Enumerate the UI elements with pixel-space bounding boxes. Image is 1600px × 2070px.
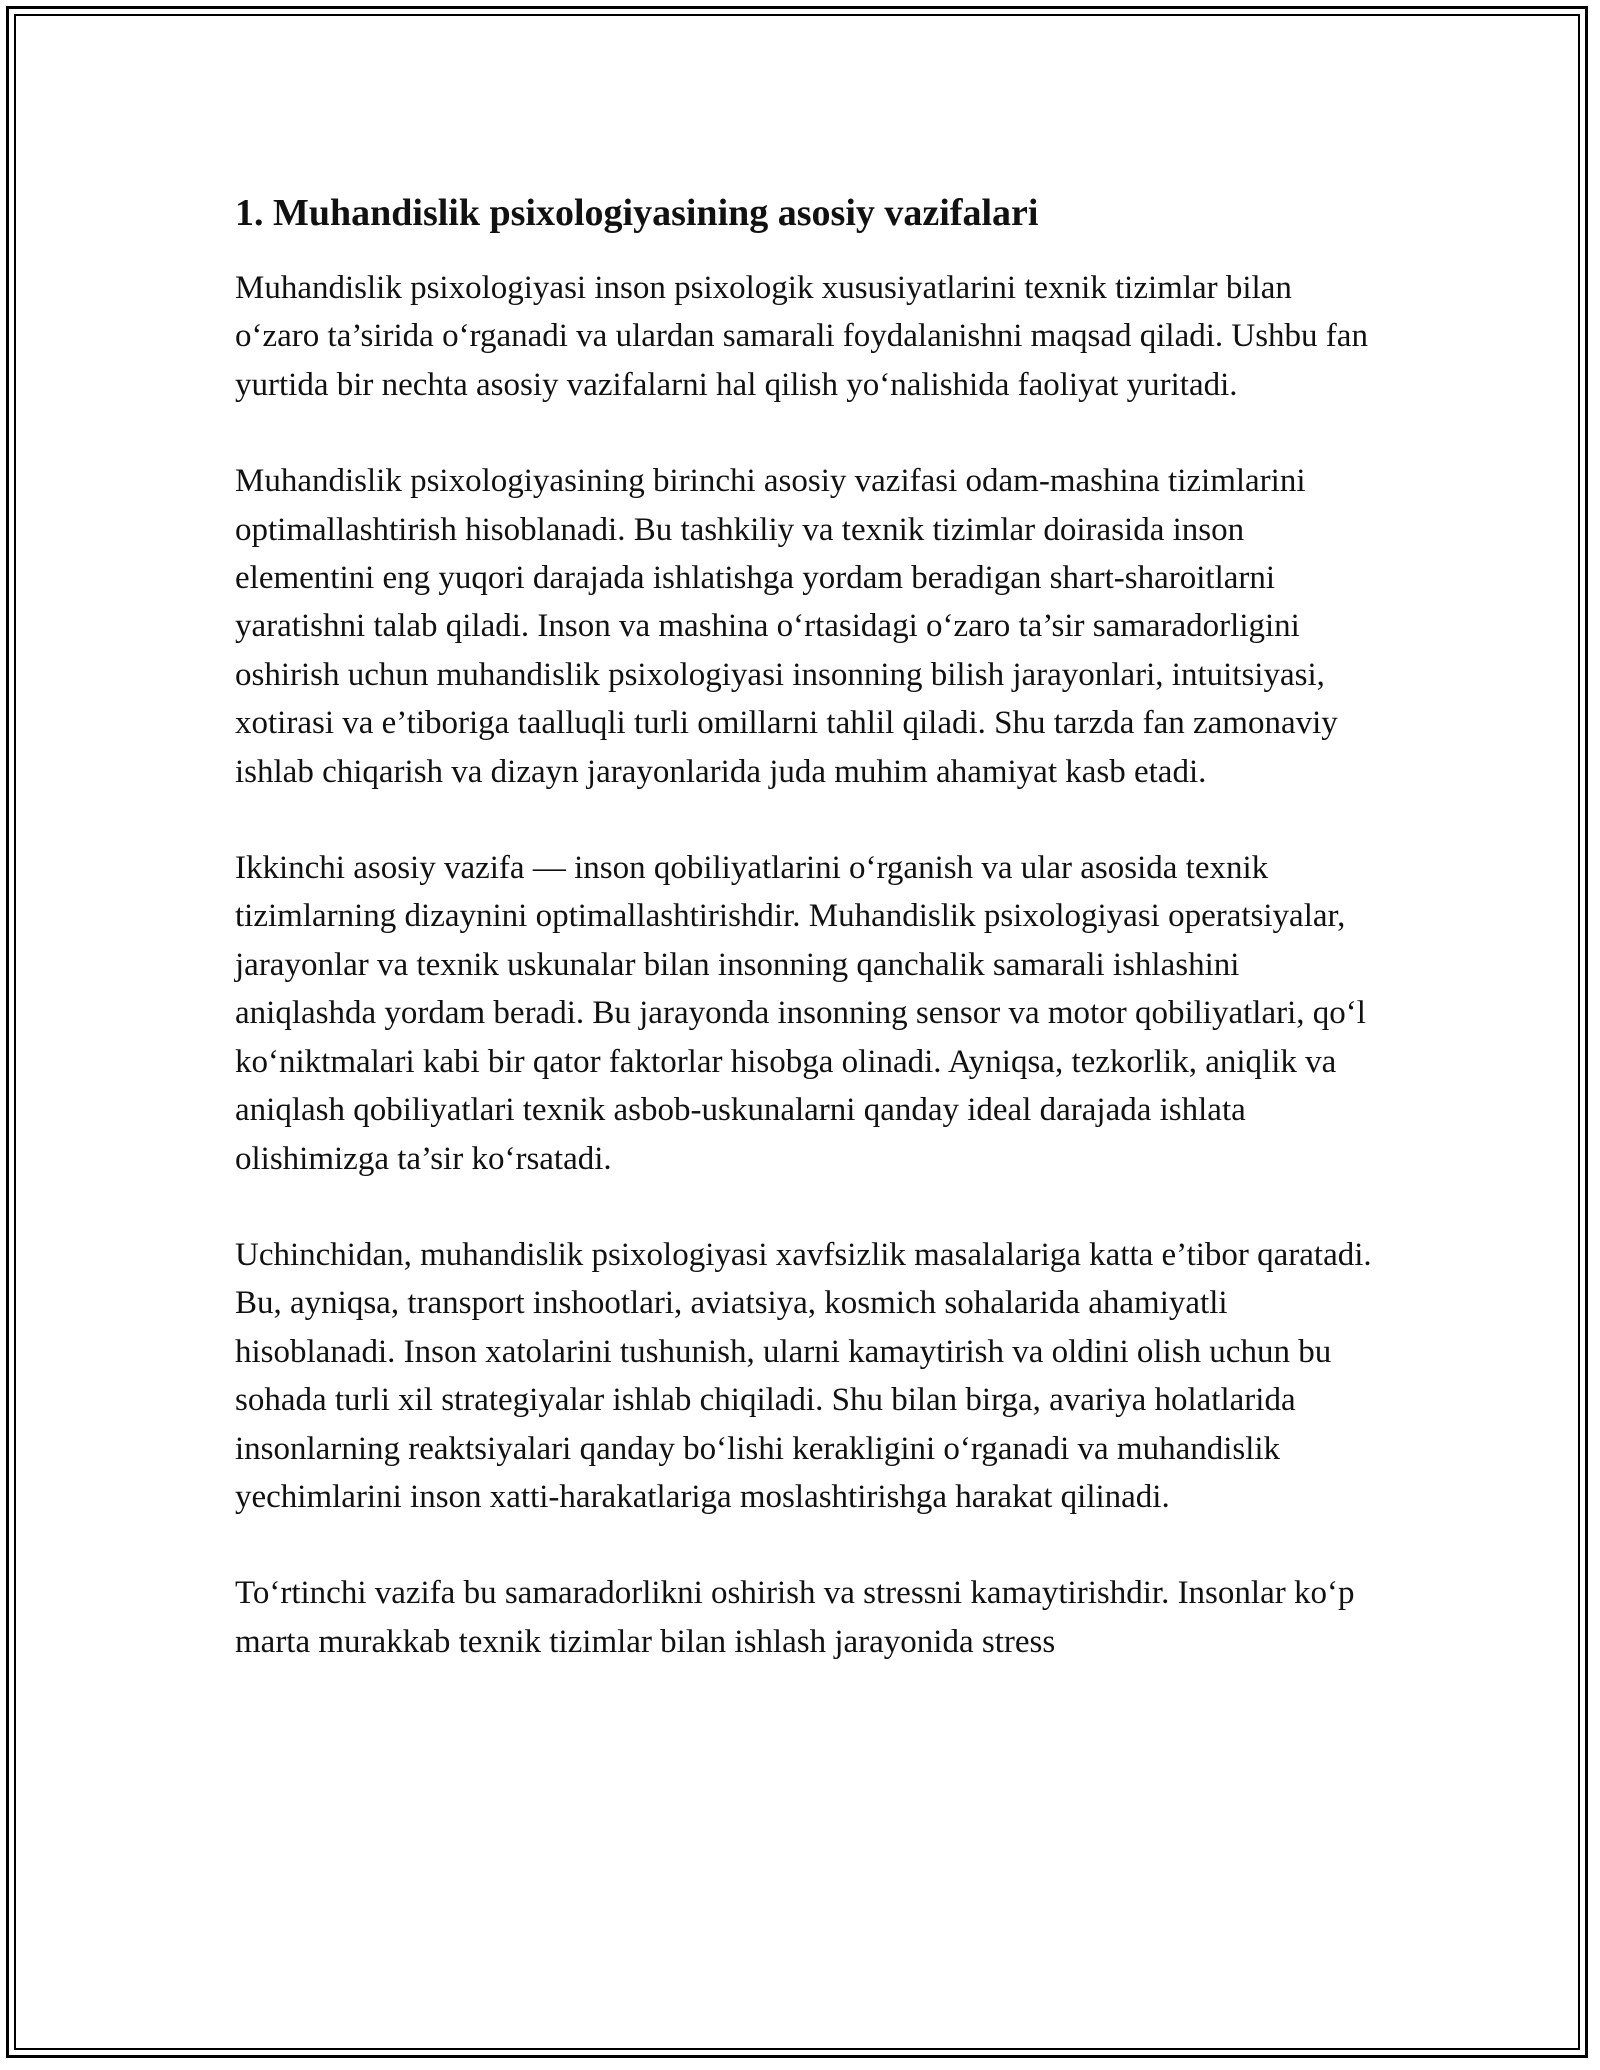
section-heading: 1. Muhandislik psixologiyasining asosiy vazifalari (235, 192, 1039, 234)
document-body (235, 184, 1375, 1714)
paragraph-third-task: Uchinchidan, muhandislik psixologiyasi xavfsizlik masalalariga katta e’tibor qaratadi. Bu, ayniqsa, transport inshootlari, aviatsiya, kosmich sohalarida ahamiyatli hisoblanadi. Inson xatolarini tushunish, ularni kamaytirish va oldini olish uchun bu sohada turli xil strategiyalar ishlab chiqiladi. Shu bilan birga, avariya holatlarida insonlarning reaktsiyalari qanday bo‘lishi kerakligini o‘rganadi va muhandislik yechimlarini inson xatti-harakatlariga moslashtirishga harakat qilinadi. (235, 1236, 1372, 1515)
paragraph-second-task: Ikkinchi asosiy vazifa — inson qobiliyatlarini o‘rganish va ular asosida texnik tizimlarning dizaynini optimallashtirishdir. Muhandislik psixologiyasi operatsiyalar, jarayonlar va texnik uskunalar bilan insonning qanchalik samarali ishlashini aniqlashda yordam beradi. Bu jarayonda insonning sensor va motor qobiliyatlari, qo‘l ko‘niktmalari kabi bir qator faktorlar hisobga olinadi. Ayniqsa, tezkorlik, aniqlik va aniqlash qobiliyatlari texnik asbob-uskunalarni qanday ideal darajada ishlata olishimizga ta’sir ko‘rsatadi. (235, 850, 1366, 1177)
paragraph-intro: Muhandislik psixologiyasi inson psixologik xususiyatlarini texnik tizimlar bilan o‘zaro ta’sirida o‘rganadi va ulardan samarali foydalanishni maqsad qiladi. Ushbu fan yurtida bir nechta asosiy vazifalarni hal qilish yo‘nalishida faoliyat yuritadi. (235, 270, 1368, 403)
paragraph-fourth-task: To‘rtinchi vazifa bu samaradorlikni oshirish va stressni kamaytirishdir. Insonlar ko‘p marta murakkab texnik tizimlar bilan ishlash jarayonida stress (235, 1575, 1355, 1660)
paragraph-first-task: Muhandislik psixologiyasining birinchi asosiy vazifasi odam-mashina tizimlarini optimallashtirish hisoblanadi. Bu tashkiliy va texnik tizimlar doirasida inson elementini eng yuqori darajada ishlatishga yordam beradigan shart-sharoitlarni yaratishni talab qiladi. Inson va mashina o‘rtasidagi o‘zaro ta’sir samaradorligini oshirish uchun muhandislik psixologiyasi insonning bilish jarayonlari, intuitsiyasi, xotirasi va e’tiboriga taalluqli turli omillarni tahlil qiladi. Shu tarzda fan zamonaviy ishlab chiqarish va dizayn jarayonlarida juda muhim ahamiyat kasb etadi. (235, 463, 1338, 790)
